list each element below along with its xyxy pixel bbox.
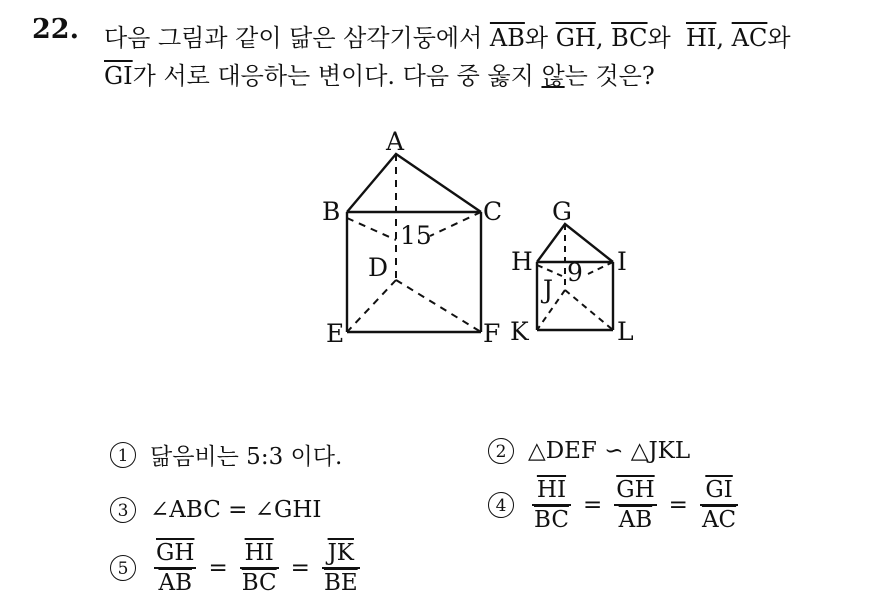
edge-gh-gi <box>537 224 613 262</box>
edge-jl <box>565 290 613 330</box>
choice-3-text: ∠ABC = ∠GHI <box>150 497 322 523</box>
choice-1-text: 닮음비는 5:3 이다. <box>150 444 343 470</box>
fraction-numerator: $\overline{GH}$ <box>616 477 655 503</box>
vertex-g: G <box>552 197 572 226</box>
hidden-bd <box>347 218 396 240</box>
vertex-e: E <box>326 319 345 348</box>
choice-1-marker: 1 <box>110 442 136 468</box>
fraction-numerator: $\overline{HI}$ <box>536 477 567 503</box>
edge-de <box>347 280 396 332</box>
equals-sign: = <box>208 555 228 582</box>
q-seg: 는 것은? <box>564 62 655 90</box>
fraction-denominator: AB <box>618 507 653 534</box>
fraction <box>154 541 196 595</box>
segment-ab: $\overline{AB}$ <box>489 24 525 52</box>
choice-5-marker: 5 <box>110 555 136 581</box>
prism-2-length-label: 9 <box>567 258 583 287</box>
vertex-b: B <box>322 197 341 226</box>
vertex-a: A <box>386 127 405 156</box>
vertex-f: F <box>483 319 501 348</box>
fraction <box>532 478 571 532</box>
q-seg: 와 <box>767 24 791 52</box>
fraction <box>322 541 360 595</box>
hidden-cd <box>430 212 481 236</box>
segment-bc: $\overline{BC}$ <box>611 24 648 52</box>
segment-gi: $\overline{GI}$ <box>104 62 133 90</box>
vertex-d: D <box>368 253 389 282</box>
q-seg: 와 <box>647 24 686 52</box>
q-seg: , <box>716 24 732 52</box>
fraction-numerator: $\overline{HI}$ <box>244 540 274 566</box>
vertex-c: C <box>483 197 503 226</box>
vertex-l: L <box>617 317 634 346</box>
choice-3[interactable] <box>110 497 322 523</box>
equals-sign: = <box>582 492 603 519</box>
choice-3-marker: 3 <box>110 497 136 523</box>
q-seg: 가 서로 대응하는 변이다. 다음 중 옳지 <box>132 62 542 90</box>
q-seg: , <box>595 24 612 52</box>
fraction <box>700 478 738 532</box>
fraction-denominator: AC <box>701 507 737 534</box>
hidden-ij <box>588 262 613 274</box>
prism-1-length-label: 15 <box>400 221 432 250</box>
q-seg: 와 <box>524 24 556 52</box>
segment-hi: $\overline{HI}$ <box>685 24 717 52</box>
choice-2-marker: 2 <box>488 438 514 464</box>
vertex-j: J <box>543 275 554 304</box>
choice-2[interactable] <box>488 438 690 464</box>
fraction-numerator: $\overline{GI}$ <box>705 477 733 503</box>
choice-5[interactable] <box>110 541 364 595</box>
choice-4[interactable] <box>488 478 742 532</box>
vertex-h: H <box>511 247 533 276</box>
fraction-numerator: $\overline{GH}$ <box>156 540 195 566</box>
question-number: 22. <box>32 14 79 45</box>
fraction-numerator: $\overline{JK}$ <box>327 540 354 566</box>
fraction-denominator: BC <box>241 570 277 597</box>
edge-df <box>396 280 481 332</box>
fraction-denominator: AB <box>158 570 192 597</box>
segment-ac: $\overline{AC}$ <box>731 24 768 52</box>
vertex-i: I <box>617 247 627 276</box>
fraction <box>240 541 279 595</box>
equals-sign: = <box>668 492 688 519</box>
vertex-k: K <box>510 317 529 346</box>
fraction-denominator: BE <box>323 570 358 597</box>
segment-gh: $\overline{GH}$ <box>555 24 596 52</box>
choice-1[interactable] <box>110 438 342 471</box>
edge-ab-ac <box>347 154 481 212</box>
choice-2-text: △DEF ∽ △JKL <box>528 438 691 464</box>
fraction <box>614 478 656 532</box>
equals-sign: = <box>290 555 310 582</box>
choice-4-marker: 4 <box>488 492 514 518</box>
q-seg: 다음 그림과 같이 닮은 삼각기둥에서 <box>104 24 490 52</box>
fraction-denominator: BC <box>534 507 569 534</box>
underlined-word: 않 <box>541 62 565 90</box>
